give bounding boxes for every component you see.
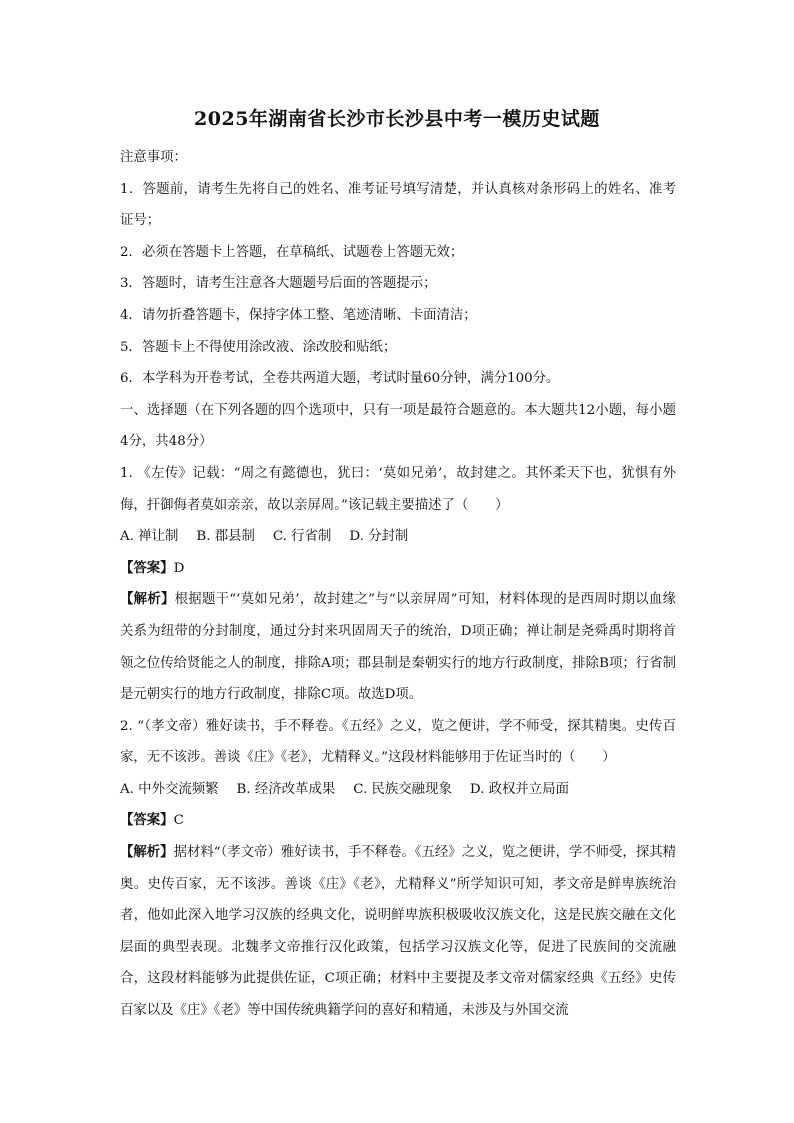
answer-line (120, 553, 676, 585)
notice-item: 6．本学科为开卷考试，全卷共两道大题，考试时量60分钟，满分100分。 (120, 371, 560, 387)
answer-line (120, 805, 676, 837)
notice-item: 4．请勿折叠答题卡，保持字体工整、笔迹清晰、卡面清洁； (120, 307, 477, 323)
option-d: D. 政权并立局面 (469, 781, 569, 797)
notice-item: 3．答题时，请考生注意各大题题号后面的答题提示； (120, 276, 437, 292)
option-b: B. 经济改革成果 (236, 781, 336, 797)
analysis-text: 据材料“（孝文帝）雅好读书，手不释卷。《五经》之义，览之便讲，学不师受，探其精奥。史传百家，无不该涉。善谈《庄》《老》，尤精释义”所学知识可知，孝文帝是鲜卑族统治者，他如此深入地学习汉族的经典文化，说明鲜卑族积极吸收汉族文化，这是民族交融在文化层面的典型表现。北魏孝文帝推行汉化政策，包括学习汉族文化等，促进了民族间的交流融合，这段材料能够为此提供佐证，C项正确；材料中主要提及孝文帝对儒家经典《五经》史传百家以及《庄》《老》等中国传统典籍学问的喜好和精通，未涉及与外国交流 (120, 845, 676, 1019)
page-title: 2025年湖南省长沙市长沙县中考一模历史试题 (194, 108, 600, 130)
section-heading: 一、选择题（在下列各题的四个选项中，只有一项是最符合题意的。本大题共12小题，每小题4分，共48分） (120, 402, 676, 450)
answer-label: 【答案】 (120, 812, 174, 829)
answer-label: 【答案】 (120, 559, 174, 576)
option-a: A. 禅让制 (120, 529, 179, 545)
answer-value: D (173, 560, 185, 576)
analysis-label: 【解析】 (120, 591, 175, 608)
notice-item: 2．必须在答题卡上答题，在草稿纸、试题卷上答题无效； (120, 244, 464, 260)
notice-item: 5．答题卡上不得使用涂改液、涂改胶和贴纸； (120, 339, 397, 355)
analysis-paragraph (120, 584, 676, 710)
answer-value: C (173, 813, 184, 829)
analysis-text: 根据题干“‘莫如兄弟’，故封建之”与“以亲屏周”可知，材料体现的是西周时期以血缘关系为纽带的分封制度，通过分封来巩固周天子的统治，D项正确；禅让制是尧舜禹时期将首领之位传给贤能之人的制度，排除A项；郡县制是秦朝实行的地方行政制度，排除B项；行省制是元朝实行的地方行政制度，排除C项。故选D项。 (120, 592, 676, 703)
question-stem: 1. 《左传》记载：“周之有懿德也，犹曰：‘莫如兄弟’，故封建之。其怀柔天下也，犹惧有外侮，扞御侮者莫如亲亲，故以亲屏周。”该记载主要描述了（ ） (120, 465, 676, 513)
question-options (120, 521, 676, 553)
analysis-label: 【解析】 (120, 844, 174, 861)
analysis-paragraph (120, 837, 676, 1027)
option-d: D. 分封制 (349, 529, 409, 545)
question-stem: 2. “（孝文帝）雅好读书，手不释卷。《五经》之义，览之便讲，学不师受，探其精奥。史传百家，无不该涉。善谈《庄》《老》，尤精释义。”这段材料能够用于佐证当时的（ ） (120, 718, 676, 766)
option-c: C. 行省制 (272, 529, 332, 545)
option-c: C. 民族交融现象 (353, 781, 452, 797)
option-b: B. 郡县制 (196, 529, 255, 545)
option-a: A. 中外交流频繁 (120, 781, 219, 797)
document-body (120, 142, 676, 1027)
notice-heading: 注意事项： (120, 150, 187, 165)
question-options (120, 774, 676, 806)
notice-item: 1．答题前，请考生先将自己的姓名、准考证号填写清楚，并认真核对条形码上的姓名、准考证号； (120, 181, 676, 229)
